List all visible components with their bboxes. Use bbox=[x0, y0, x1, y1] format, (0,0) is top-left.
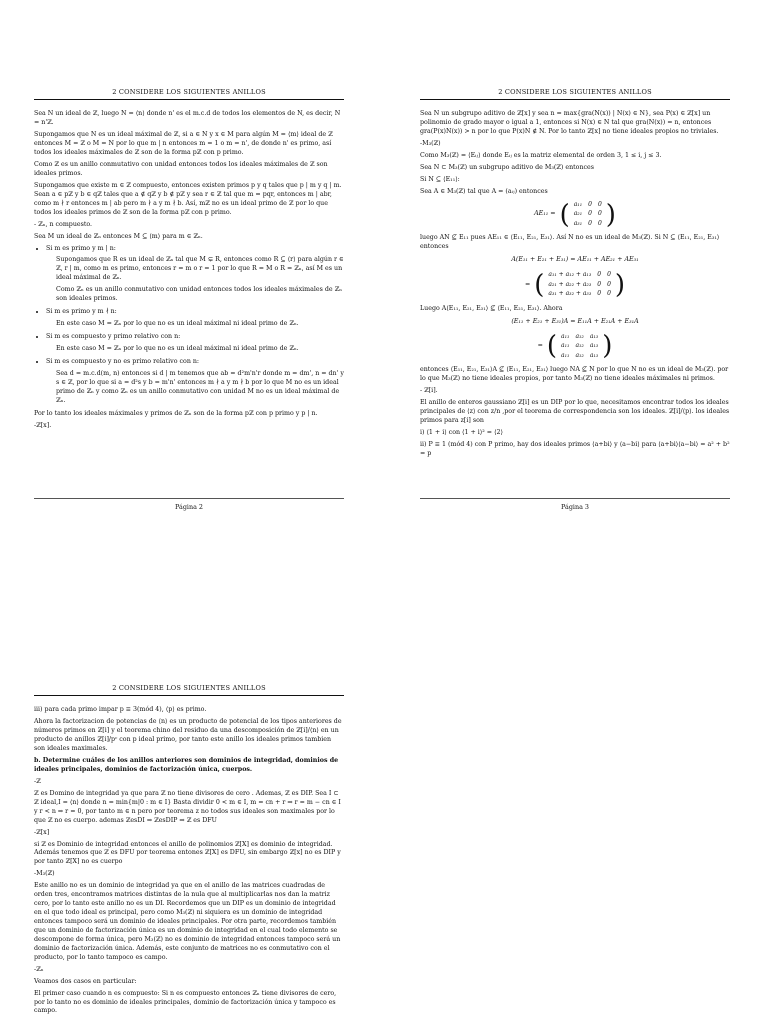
matrix-cell: 0 bbox=[588, 200, 592, 208]
paragraph: si ℤ es Dominio de integridad entonces el anillo de polinomios ℤ[X] es dominio de integridad. Además tenemos que ℤ es DFU por teorema entones ℤ[X] es DFU, sin embargo ℤ[x] no es DIP y por tanto ℤ[X] no es cuerpo bbox=[34, 840, 341, 866]
paragraph: Ahora la factorizacion de potencias de ⟨n⟩ es un producto de potencial de los tipos anteriores de números primos en ℤ[i] y el teorema chino del residuo da una descomposición de ℤ[i]/⟨n⟩ en un producto de anillos ℤ[i]/pᶜ con p ideal primo, por tanto este anillo los ideales primos tambien son ideales maximales. bbox=[34, 718, 342, 753]
paragraph: luego AN ⊈ E₁₁ pues AE₁₁ ∈ ⟨E₁₁, E₂₁, E₃₁⟩. Así N no es un ideal de M₃(ℤ). Si N ⊆ ⟨E₁₁, E₂₁, E₃₁⟩ entonces bbox=[420, 234, 720, 251]
case-body: Supongamos que R es un ideal de ℤₙ tal que M ⊊ R, entonces como R ⊆ ⟨r⟩ para algún r ∈ ℤ, r | m, como m es primo, entonces r = m o r = 1 por lo que R = M o R = ℤₙ, así M es un ideal máximal de ℤₙ. bbox=[56, 256, 344, 282]
matrix-cell: 0 bbox=[597, 210, 602, 218]
paragraph: i) ⟨1 + i⟩ con ⟨1 + i⟩² = ⟨2⟩ bbox=[420, 428, 503, 436]
left-paren: ( bbox=[559, 199, 570, 230]
matrix-equation-1 bbox=[420, 201, 730, 229]
equation: (E₁₁ + E₂₁ + E₃₁)A = E₁₁A + E₂₁A + E₃₁A bbox=[511, 317, 639, 325]
matrix-cell: 0 bbox=[597, 200, 602, 208]
matrix-cell: a₁₃ bbox=[589, 351, 599, 359]
paragraph: Este anillo no es un dominio de integridad ya que en el anillo de las matrices cuadradas de orden tres, encontramos matrices distintas de la nula que al multiplicarlas nos dan la matriz cero, por lo tanto este anillo no es un DI. Recordemos que un DIP es un dominio de integridad en el que todo ideal es principal, pero como M₃(ℤ) ni siquiera es un dominio de integridad entonces tampoco será un dominio de ideales principales. Por otra parte, recordemos también que un dominio de factorización única es un dominio de integridad en el cual todo elemento se descompone de forma única, pero M₃(ℤ) no es dominio de integridad entonces tampoco será un dominio de factorización única. Además, este conjunto de matrices no es conmutativo con el producto, por lo tanto tampoco es campo. bbox=[34, 882, 341, 961]
matrix-cell: 0 bbox=[597, 219, 602, 227]
matrix-cell: a₁₂ bbox=[575, 332, 584, 340]
page-number: Página 2 bbox=[175, 503, 203, 511]
right-paren: ) bbox=[605, 199, 616, 230]
section-label: - ℤ[i]. bbox=[420, 387, 438, 395]
right-paren: ) bbox=[614, 269, 626, 300]
section-label: -ℤₙ bbox=[34, 965, 44, 973]
header-rule bbox=[420, 99, 730, 100]
case-title: • Si m es compuesto y no es primo relativo con n: bbox=[46, 357, 200, 365]
section-label: -ℤ[x] bbox=[34, 828, 50, 836]
left-paren: ( bbox=[534, 269, 545, 300]
header-rule bbox=[34, 695, 344, 696]
page-3 bbox=[420, 88, 730, 462]
matrix-cell: a₁₁ bbox=[561, 332, 570, 340]
matrix-cell: a₁₁ bbox=[561, 342, 570, 350]
paragraph: El primer caso cuando n es compuesto: Si n es compuesto entonces ℤₙ tiene divisores de cero, por lo tanto no es dominio de ideales principales, dominio de factorización única y tampoco es campo. bbox=[34, 989, 337, 1015]
matrix-equation-2 bbox=[420, 271, 730, 299]
list-item bbox=[46, 358, 344, 406]
matrix-cell: a₃₁ + a₃₂ + a₃₃ bbox=[548, 290, 592, 298]
matrix-2 bbox=[548, 271, 611, 299]
case-body: Como ℤₙ es un anillo conmutativo con unidad entonces todos los ideales máximales de ℤₙ son ideales primos. bbox=[56, 286, 342, 303]
matrix-cell: a₁₃ bbox=[589, 342, 599, 350]
paragraph: iii) para cada primo impar p ≡ 3(mód 4), ⟨p⟩ es primo. bbox=[34, 706, 207, 714]
left-paren: ( bbox=[546, 331, 558, 362]
paragraph: Supongamos que N es un ideal máximal de ℤ, si a ∈ N y x ∈ M para algún M = ⟨m⟩ ideal de ℤ entonces M = ℤ o M = N por lo que m | n entonces m = 1 o m = n', de donde n' es primo, así todos los ideales máximales de ℤ son de la forma pℤ con p primo. bbox=[34, 131, 333, 157]
matrix-cell: a₁₂ bbox=[575, 351, 584, 359]
section-label: -M₃(ℤ) bbox=[420, 140, 441, 148]
matrix-cell: a₂₁ bbox=[573, 210, 583, 218]
page-4 bbox=[34, 684, 344, 1019]
case-body: En este caso M = ℤₙ por lo que no es un ideal máximal ni ideal primo de ℤₙ. bbox=[56, 344, 299, 352]
case-title: • Si m es compuesto y primo relativo con n: bbox=[46, 333, 181, 341]
paragraph: Sea M un ideal de ℤₙ entonces M ⊆ ⟨m⟩ para m ∈ ℤₙ. bbox=[34, 232, 203, 240]
right-paren: ) bbox=[602, 331, 613, 362]
paragraph: ii) P ≡ 1 (mód 4) con P primo, hay dos ideales primos ⟨a+bi⟩ y ⟨a−bi⟩ para ⟨a+bi⟩⟨a−bi⟩ = a² + b² = p bbox=[420, 440, 730, 457]
footer-rule bbox=[420, 498, 730, 499]
paragraph: Si N ⊆ ⟨E₁₁⟩: bbox=[420, 175, 460, 183]
section-label: - ℤₙ, n compuesto. bbox=[34, 220, 93, 228]
page-header: 2 CONSIDERE LOS SIGUIENTES ANILLOS bbox=[112, 684, 266, 692]
paragraph: Por lo tanto los ideales máximales y primos de ℤₙ son de la forma pℤ con p primo y p | n. bbox=[34, 409, 318, 417]
paragraph: entonces ⟨E₁₁, E₂₁, E₃₁⟩A ⊈ ⟨E₁₁, E₂₁, E₃₁⟩ luego NA ⊈ N por lo que N no es un ideal de M₃(ℤ). por lo que M₃(ℤ) no tiene ideales propios, por tanto M₃(ℤ) no tiene ideales máximales ni primos. bbox=[420, 366, 729, 383]
matrix-1 bbox=[574, 201, 602, 229]
matrix-cell: 0 bbox=[588, 210, 592, 218]
matrix-cell: 0 bbox=[607, 290, 611, 298]
paragraph: ℤ es Domino de integridad ya que para ℤ no tiene divisores de cero . Ademas, ℤ es DIP. Sea I ⊂ ℤ ideal,I = ⟨n⟩ donde n = min{m|0 : m ∈ I} Basta dividir 0 < m ∈ I, m = cn + r ⇒ r = m − cn ∈ I y r < n ⇒ r = 0, por tanto m ∈ n pero por teorema z no todos sus ideales son maximales por lo que ℤ no es cuerpo. ademas ℤesDI ⇒ ℤesDIP ⇒ ℤ es DFU bbox=[34, 789, 341, 824]
paragraph: Sea N ⊂ M₃(ℤ) un subgrupo aditivo de M₃(ℤ) entonces bbox=[420, 164, 594, 172]
matrix-cell: 0 bbox=[597, 280, 602, 288]
paragraph: Sea N un ideal de ℤ, luego N = ⟨n⟩ donde n' es el m.c.d de todos los elementos de N, es decir, N = n'ℤ. bbox=[34, 110, 341, 127]
matrix-label: = bbox=[524, 280, 531, 288]
paragraph: Luego A⟨E₁₁, E₂₁, E₃₁⟩ ⊈ ⟨E₁₁, E₂₁, E₃₁⟩. Ahora bbox=[420, 304, 563, 312]
case-body: En este caso M = ℤₙ por lo que no es un ideal máximal ni ideal primo de ℤₙ. bbox=[56, 320, 299, 328]
section-label: -M₃(ℤ) bbox=[34, 870, 55, 878]
case-title: • Si m es primo y m ∤ n: bbox=[46, 308, 117, 316]
equation: A(E₁₁ + E₂₁ + E₃₁) = AE₁₁ + AE₂₁ + AE₃₁ bbox=[511, 256, 639, 264]
matrix-cell: 0 bbox=[607, 280, 611, 288]
matrix-label: AE₁₁ = bbox=[534, 210, 556, 218]
matrix-cell: a₂₁ + a₂₂ + a₂₃ bbox=[548, 280, 592, 288]
paragraph: Sea A ∈ M₃(ℤ) tal que A = (aᵢⱼ) entonces bbox=[420, 187, 548, 195]
list-item bbox=[46, 308, 344, 329]
matrix-cell: a₁₁ bbox=[561, 351, 570, 359]
paragraph: Como M₃(ℤ) = ⟨Eᵢⱼ⟩ donde Eᵢⱼ es la matriz elemental de orden 3, 1 ≤ i, j ≤ 3. bbox=[420, 152, 662, 160]
paragraph: Veamos dos casos en particular: bbox=[34, 977, 137, 985]
list-item bbox=[46, 333, 344, 354]
bold-heading: b. Determine cuáles de los anillos anteriores son dominios de integridad, dominios de ideales principales, dominios de factorización única, cuerpos. bbox=[34, 757, 339, 773]
section-label: -ℤ[x]. bbox=[34, 421, 52, 429]
section-label: -ℤ bbox=[34, 777, 41, 785]
matrix-cell: 0 bbox=[588, 219, 592, 227]
footer-rule bbox=[34, 498, 344, 499]
matrix-cell: a₁₁ + a₁₂ + a₁₃ bbox=[548, 271, 592, 279]
list-item bbox=[46, 245, 344, 305]
paragraph: Como ℤ es un anillo conmutativo con unidad entonces todos los ideales máximales de ℤ son ideales primos. bbox=[34, 161, 328, 177]
matrix-cell: 0 bbox=[607, 271, 611, 279]
matrix-cell: a₁₁ bbox=[573, 200, 583, 208]
page-number: Página 3 bbox=[561, 503, 589, 511]
matrix-3 bbox=[561, 333, 598, 361]
page-header: 2 CONSIDERE LOS SIGUIENTES ANILLOS bbox=[112, 88, 266, 96]
matrix-cell: 0 bbox=[597, 271, 602, 279]
matrix-cell: a₃₁ bbox=[573, 219, 583, 227]
matrix-cell: a₁₂ bbox=[575, 342, 584, 350]
matrix-label: = bbox=[537, 341, 543, 349]
paragraph: El anillo de enteros gaussiano ℤ[i] es un DIP por lo que, necesitamos encontrar todos los ideales principales de ⟨z⟩ con z/n ,por el teorema de correspondencia son los ideales. ℤ[i]/⟨p⟩. los ideales primos para z[i] son bbox=[420, 399, 730, 424]
matrix-cell: a₁₃ bbox=[589, 332, 599, 340]
matrix-cell: 0 bbox=[597, 290, 602, 298]
paragraph: Sea N un subgrupo aditivo de ℤ[x] y sea n = max{gra(N(x)) | N(x) ∈ N}, sea P(x) ∈ ℤ[x] un polinomio de grado mayor o igual a 1, entonces si N(x) ∈ N tal que gra(N(x)) = n, entonces gra(P(x)N(x)) > n por lo que P(x)N ∉ N. Por lo tanto ℤ[x] no tiene ideales propios no triviales. bbox=[420, 110, 719, 136]
header-rule bbox=[34, 99, 344, 100]
case-body: Sea d = m.c.d(m, n) entonces si d | m tenemos que ab = d²m'n'r donde m = dm', n = dn' y s ∈ ℤ, por lo que si a = d²s y b = m'n' entonces m ∤ a y m ∤ b por lo que M no es un ideal primo de ℤₙ y como ℤₙ es un anillo conmutativo con unidad M no es un ideal máximal de ℤₙ. bbox=[56, 369, 344, 404]
case-list bbox=[46, 245, 344, 406]
paragraph: Supongamos que existe m ∈ ℤ compuesto, entonces existen primos p y q tales que p | m y q | m. Sean a ∈ pℤ y b ∈ qℤ tales que a ∉ qℤ y b ∉ pℤ y sea r ∈ ℤ tal que m = pqr, entonces m | abr, como m ∤ r entonces m | ab pero m ∤ a y m ∤ b. Así, mℤ no es un ideal primo de ℤ por lo que todos los ideales primos de ℤ son de la forma pℤ con p primo. bbox=[34, 181, 342, 216]
case-title: • Si m es primo y m | n: bbox=[46, 244, 116, 252]
matrix-equation-3 bbox=[420, 333, 730, 361]
page-header: 2 CONSIDERE LOS SIGUIENTES ANILLOS bbox=[498, 88, 652, 96]
page-2 bbox=[34, 88, 344, 433]
